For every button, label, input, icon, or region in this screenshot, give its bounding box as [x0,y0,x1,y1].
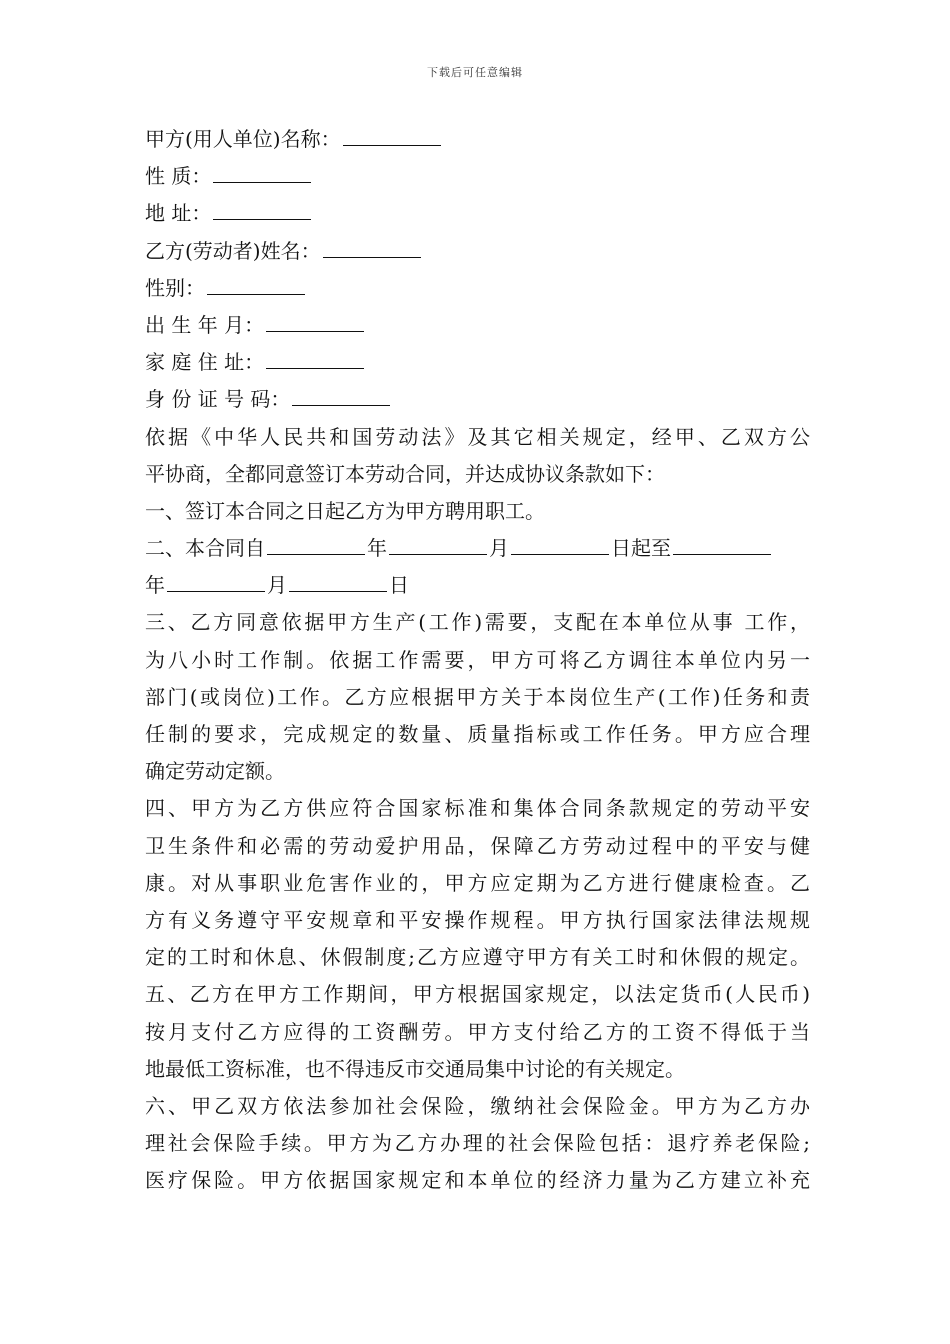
field-employer-name [145,121,810,158]
field-address [145,195,810,232]
field-worker-name [145,233,810,270]
clause-3-line: 部门(或岗位)工作。乙方应根据甲方关于本岗位生产(工作)任务和责 [145,684,810,709]
clause-5-line: 五、乙方在甲方工作期间，甲方根据国家规定，以法定货币(人民币) [145,982,810,1007]
fill-in-blank[interactable] [511,553,609,555]
clause-3-line: 确定劳动定额。 [145,759,285,784]
year-label: 年 [145,573,165,598]
field-label: 性别： [145,275,205,300]
clause-3-line: 三、乙方同意依据甲方生产(工作)需要，支配在本单位从事 工作， [145,610,810,635]
field-label: 性 质： [145,164,212,189]
fill-in-blank[interactable] [266,330,364,332]
fill-in-blank[interactable] [213,218,311,220]
fill-in-blank[interactable] [267,553,365,555]
fill-in-blank[interactable] [289,590,387,592]
fill-in-blank[interactable] [673,553,771,555]
fill-in-blank[interactable] [266,367,364,369]
clause-2-line-2 [145,567,810,604]
clause-6-line: 医疗保险。甲方依据国家规定和本单位的经济力量为乙方建立补充 [145,1168,810,1193]
field-nature [145,158,810,195]
fill-in-blank[interactable] [389,553,487,555]
field-label: 地 址： [145,201,212,226]
field-label: 甲方(用人单位)名称： [145,127,341,151]
fill-in-blank[interactable] [213,181,311,183]
fill-in-blank[interactable] [323,256,421,258]
clause-2-line-1 [145,530,810,567]
intro-line: 依据《中华人民共和国劳动法》及其它相关规定，经甲、乙双方公 [145,424,810,449]
field-gender [145,270,810,307]
clause-5-line: 按月支付乙方应得的工资酬劳。甲方支付给乙方的工资不得低于当 [145,1019,810,1044]
day-to-label: 日起至 [611,536,671,561]
clause-4-line: 方有义务遵守平安规章和平安操作规程。甲方执行国家法律法规规 [145,907,810,932]
fill-in-blank[interactable] [292,404,390,406]
year-label: 年 [367,536,387,561]
field-label: 乙方(劳动者)姓名： [145,238,321,263]
fill-in-blank[interactable] [167,590,265,592]
field-id-number [145,381,810,418]
month-label: 月 [489,536,509,561]
field-label: 家 庭 住 址： [145,350,265,375]
month-label: 月 [267,573,287,598]
field-label: 出 生 年 月： [145,312,265,337]
fill-in-blank[interactable] [207,293,305,295]
clause-4-line: 康。对从事职业危害作业的，甲方应定期为乙方进行健康检查。乙 [145,870,810,895]
page-header-note: 下载后可任意编辑 [427,66,523,79]
contract-body [145,121,810,1199]
clause-4-line: 定的工时和休息、休假制度;乙方应遵守甲方有关工时和休假的规定。 [145,945,810,970]
clause-1: 一、签订本合同之日起乙方为甲方聘用职工。 [145,498,545,523]
clause-2-prefix: 二、本合同自 [145,536,265,561]
field-birth-date [145,307,810,344]
clause-4-line: 卫生条件和必需的劳动爱护用品，保障乙方劳动过程中的平安与健 [145,833,810,858]
clause-6-line: 理社会保险手续。甲方为乙方办理的社会保险包括：退疗养老保险; [145,1131,810,1156]
clause-4-line: 四、甲方为乙方供应符合国家标准和集体合同条款规定的劳动平安 [145,796,810,821]
intro-line: 平协商，全都同意签订本劳动合同，并达成协议条款如下： [145,461,665,486]
clause-6-line: 六、甲乙双方依法参加社会保险，缴纳社会保险金。甲方为乙方办 [145,1093,810,1118]
field-label: 身 份 证 号 码： [145,387,291,412]
day-label: 日 [389,573,409,598]
clause-5-line: 地最低工资标准，也不得违反市交通局集中讨论的有关规定。 [145,1056,685,1081]
fill-in-blank[interactable] [343,144,441,146]
clause-3-line: 任制的要求，完成规定的数量、质量指标或工作任务。甲方应合理 [145,722,810,746]
clause-3-line: 为八小时工作制。依据工作需要，甲方可将乙方调往本单位内另一 [145,647,810,672]
field-home-address [145,344,810,381]
